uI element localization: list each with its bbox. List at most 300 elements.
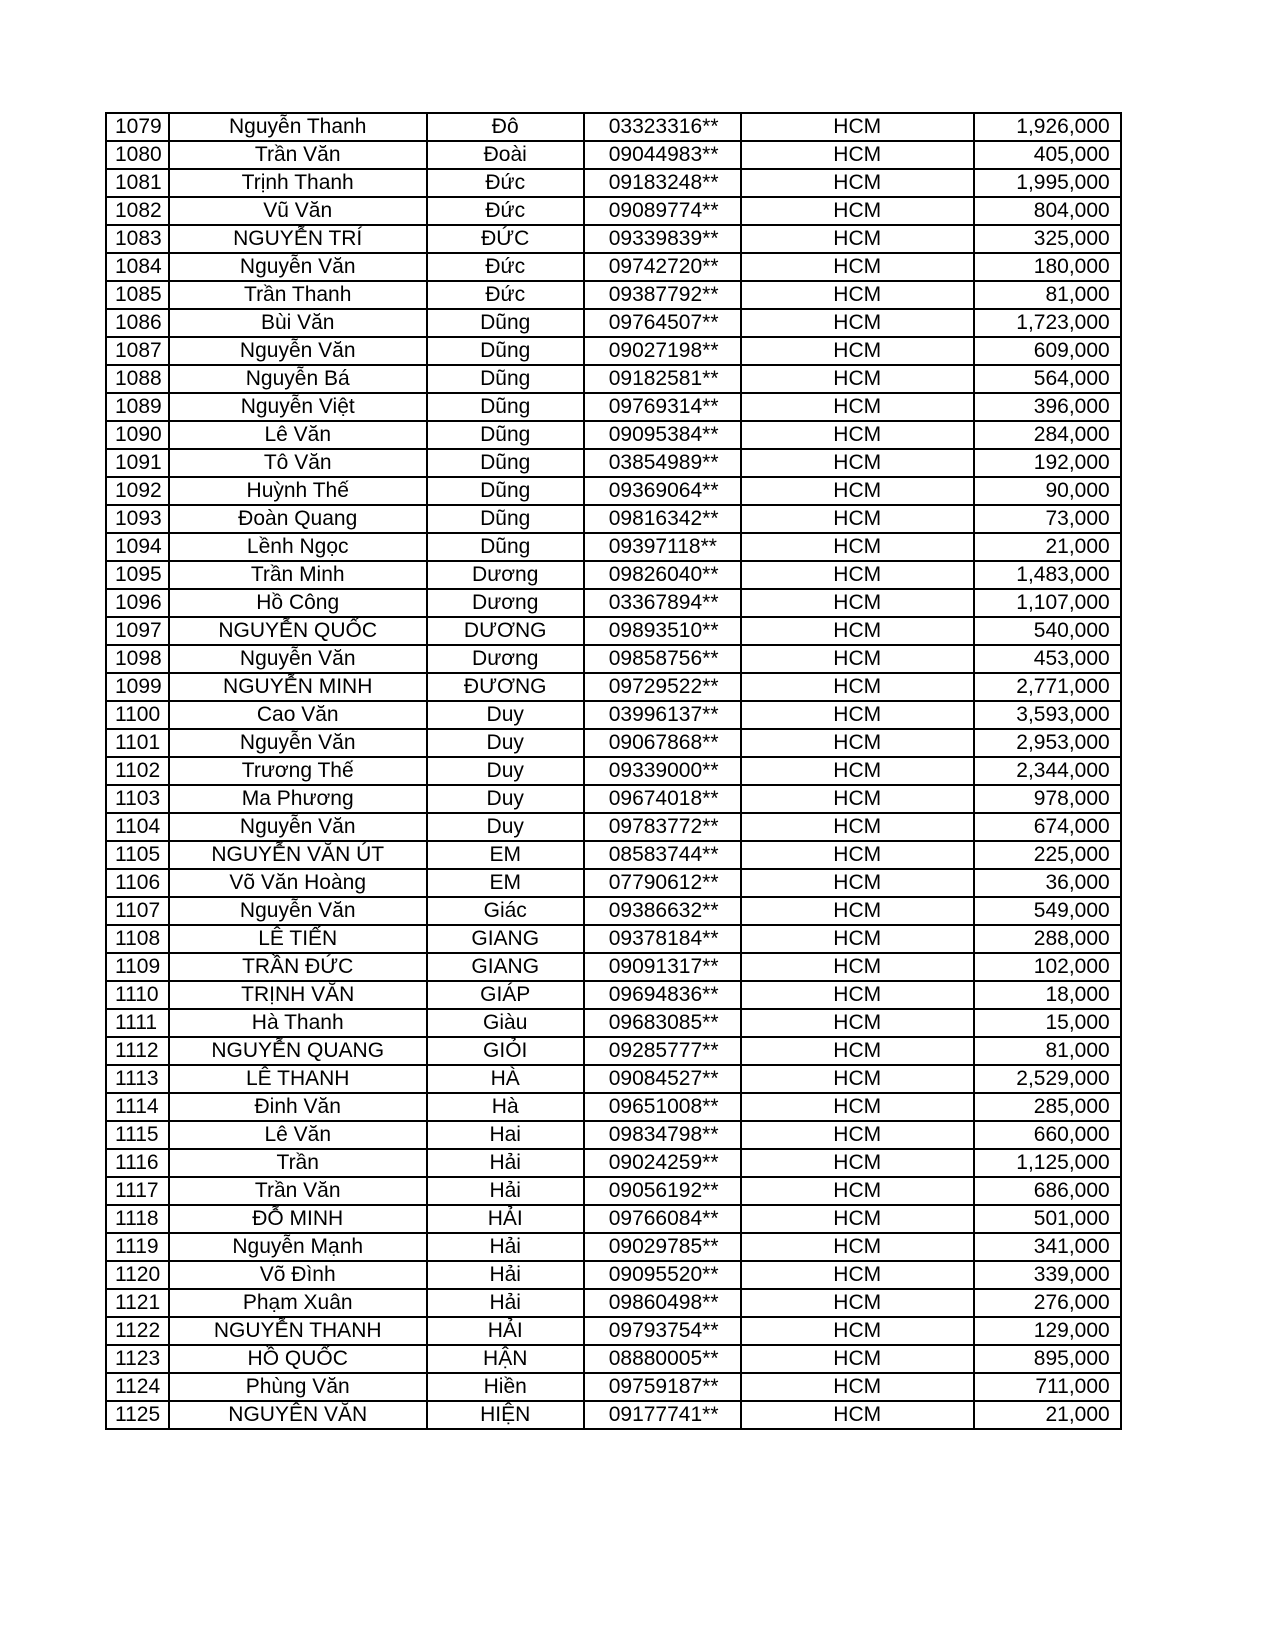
cell-amount: 2,529,000 (974, 1065, 1121, 1093)
cell-index: 1113 (106, 1065, 169, 1093)
cell-phone: 09759187** (584, 1373, 741, 1401)
cell-amount: 660,000 (974, 1121, 1121, 1149)
cell-phone: 09067868** (584, 729, 741, 757)
cell-city: HCM (741, 1205, 974, 1233)
table-row (106, 1121, 1121, 1149)
table-row (106, 1065, 1121, 1093)
cell-city: HCM (741, 477, 974, 505)
cell-phone: 03323316** (584, 113, 741, 141)
table-row (106, 729, 1121, 757)
cell-index: 1121 (106, 1289, 169, 1317)
cell-city: HCM (741, 869, 974, 897)
cell-amount: 192,000 (974, 449, 1121, 477)
table-row (106, 869, 1121, 897)
cell-phone: 03854989** (584, 449, 741, 477)
table-row (106, 309, 1121, 337)
cell-given-name: Dũng (427, 309, 584, 337)
cell-amount: 288,000 (974, 925, 1121, 953)
cell-index: 1110 (106, 981, 169, 1009)
cell-given-name: Hải (427, 1149, 584, 1177)
table-row (106, 141, 1121, 169)
cell-amount: 180,000 (974, 253, 1121, 281)
cell-city: HCM (741, 729, 974, 757)
table-row (106, 1205, 1121, 1233)
cell-index: 1106 (106, 869, 169, 897)
cell-surname: Nguyễn Thanh (169, 113, 427, 141)
cell-phone: 09387792** (584, 281, 741, 309)
table-row (106, 281, 1121, 309)
cell-city: HCM (741, 1233, 974, 1261)
cell-phone: 09826040** (584, 561, 741, 589)
cell-given-name: Duy (427, 813, 584, 841)
cell-amount: 129,000 (974, 1317, 1121, 1345)
cell-phone: 09729522** (584, 673, 741, 701)
cell-city: HCM (741, 1065, 974, 1093)
cell-phone: 09683085** (584, 1009, 741, 1037)
cell-surname: Lê Văn (169, 421, 427, 449)
cell-given-name: GIANG (427, 953, 584, 981)
cell-given-name: Duy (427, 785, 584, 813)
cell-amount: 284,000 (974, 421, 1121, 449)
table-row (106, 477, 1121, 505)
cell-given-name: Duy (427, 701, 584, 729)
table-row (106, 561, 1121, 589)
cell-city: HCM (741, 617, 974, 645)
table-row (106, 1149, 1121, 1177)
cell-phone: 09095520** (584, 1261, 741, 1289)
cell-phone: 03996137** (584, 701, 741, 729)
cell-city: HCM (741, 281, 974, 309)
cell-given-name: HẬN (427, 1345, 584, 1373)
cell-given-name: Dũng (427, 505, 584, 533)
cell-city: HCM (741, 1121, 974, 1149)
cell-surname: Phùng Văn (169, 1373, 427, 1401)
cell-amount: 36,000 (974, 869, 1121, 897)
cell-given-name: EM (427, 869, 584, 897)
cell-city: HCM (741, 841, 974, 869)
cell-given-name: Hải (427, 1177, 584, 1205)
cell-surname: Vũ Văn (169, 197, 427, 225)
cell-amount: 804,000 (974, 197, 1121, 225)
cell-surname: ĐỖ MINH (169, 1205, 427, 1233)
cell-surname: NGUYỄN MINH (169, 673, 427, 701)
table-row (106, 1233, 1121, 1261)
cell-phone: 09816342** (584, 505, 741, 533)
cell-amount: 1,107,000 (974, 589, 1121, 617)
cell-surname: Cao Văn (169, 701, 427, 729)
cell-amount: 21,000 (974, 1401, 1121, 1429)
cell-given-name: Hai (427, 1121, 584, 1149)
cell-amount: 540,000 (974, 617, 1121, 645)
table-row (106, 1289, 1121, 1317)
cell-city: HCM (741, 701, 974, 729)
cell-given-name: DƯƠNG (427, 617, 584, 645)
cell-given-name: Hà (427, 1093, 584, 1121)
cell-phone: 09651008** (584, 1093, 741, 1121)
cell-index: 1091 (106, 449, 169, 477)
cell-surname: Nguyễn Văn (169, 813, 427, 841)
table-row (106, 337, 1121, 365)
cell-phone: 09766084** (584, 1205, 741, 1233)
cell-given-name: Hải (427, 1289, 584, 1317)
cell-phone: 09694836** (584, 981, 741, 1009)
cell-index: 1101 (106, 729, 169, 757)
cell-given-name: Duy (427, 757, 584, 785)
cell-city: HCM (741, 393, 974, 421)
table-row (106, 953, 1121, 981)
cell-city: HCM (741, 1009, 974, 1037)
cell-index: 1082 (106, 197, 169, 225)
cell-city: HCM (741, 1345, 974, 1373)
cell-surname: LÊ THANH (169, 1065, 427, 1093)
cell-given-name: Dương (427, 589, 584, 617)
cell-index: 1117 (106, 1177, 169, 1205)
cell-surname: TRẦN ĐỨC (169, 953, 427, 981)
cell-index: 1092 (106, 477, 169, 505)
table-row (106, 169, 1121, 197)
cell-amount: 341,000 (974, 1233, 1121, 1261)
table-row (106, 421, 1121, 449)
cell-phone: 09769314** (584, 393, 741, 421)
cell-given-name: Đức (427, 169, 584, 197)
cell-surname: Trịnh Thanh (169, 169, 427, 197)
cell-amount: 2,953,000 (974, 729, 1121, 757)
cell-amount: 325,000 (974, 225, 1121, 253)
table-row (106, 617, 1121, 645)
cell-given-name: Dũng (427, 365, 584, 393)
cell-phone: 09378184** (584, 925, 741, 953)
cell-given-name: HẢI (427, 1317, 584, 1345)
cell-given-name: Dũng (427, 533, 584, 561)
cell-city: HCM (741, 1289, 974, 1317)
cell-index: 1118 (106, 1205, 169, 1233)
cell-index: 1112 (106, 1037, 169, 1065)
cell-phone: 09024259** (584, 1149, 741, 1177)
cell-index: 1096 (106, 589, 169, 617)
table-row (106, 1261, 1121, 1289)
cell-index: 1089 (106, 393, 169, 421)
cell-index: 1090 (106, 421, 169, 449)
cell-index: 1083 (106, 225, 169, 253)
cell-index: 1102 (106, 757, 169, 785)
cell-city: HCM (741, 421, 974, 449)
cell-amount: 21,000 (974, 533, 1121, 561)
cell-given-name: Giàu (427, 1009, 584, 1037)
cell-city: HCM (741, 1037, 974, 1065)
cell-given-name: GIÁP (427, 981, 584, 1009)
table-row (106, 225, 1121, 253)
cell-surname: LÊ TIẾN (169, 925, 427, 953)
cell-amount: 609,000 (974, 337, 1121, 365)
cell-given-name: Đức (427, 197, 584, 225)
cell-city: HCM (741, 561, 974, 589)
cell-surname: Nguyễn Văn (169, 897, 427, 925)
cell-amount: 3,593,000 (974, 701, 1121, 729)
cell-surname: Nguyễn Văn (169, 645, 427, 673)
cell-surname: Trương Thế (169, 757, 427, 785)
cell-amount: 102,000 (974, 953, 1121, 981)
cell-phone: 09029785** (584, 1233, 741, 1261)
cell-index: 1104 (106, 813, 169, 841)
cell-index: 1111 (106, 1009, 169, 1037)
cell-phone: 09089774** (584, 197, 741, 225)
cell-phone: 09177741** (584, 1401, 741, 1429)
cell-phone: 03367894** (584, 589, 741, 617)
cell-amount: 285,000 (974, 1093, 1121, 1121)
cell-surname: Trần Văn (169, 141, 427, 169)
cell-surname: NGUYỄN TRÍ (169, 225, 427, 253)
cell-city: HCM (741, 253, 974, 281)
cell-phone: 09091317** (584, 953, 741, 981)
cell-index: 1088 (106, 365, 169, 393)
cell-phone: 09783772** (584, 813, 741, 841)
cell-index: 1087 (106, 337, 169, 365)
cell-amount: 73,000 (974, 505, 1121, 533)
cell-phone: 09834798** (584, 1121, 741, 1149)
cell-given-name: Đức (427, 253, 584, 281)
cell-amount: 2,771,000 (974, 673, 1121, 701)
table-row (106, 841, 1121, 869)
cell-surname: Nguyễn Bá (169, 365, 427, 393)
cell-city: HCM (741, 141, 974, 169)
cell-index: 1084 (106, 253, 169, 281)
cell-surname: Nguyễn Văn (169, 253, 427, 281)
cell-amount: 501,000 (974, 1205, 1121, 1233)
table-row (106, 701, 1121, 729)
table-row (106, 1177, 1121, 1205)
cell-phone: 09027198** (584, 337, 741, 365)
cell-amount: 674,000 (974, 813, 1121, 841)
cell-index: 1085 (106, 281, 169, 309)
cell-city: HCM (741, 757, 974, 785)
cell-given-name: Đô (427, 113, 584, 141)
cell-city: HCM (741, 953, 974, 981)
cell-surname: Tô Văn (169, 449, 427, 477)
cell-index: 1093 (106, 505, 169, 533)
cell-amount: 225,000 (974, 841, 1121, 869)
cell-amount: 453,000 (974, 645, 1121, 673)
cell-phone: 09182581** (584, 365, 741, 393)
table-row (106, 253, 1121, 281)
cell-phone: 09860498** (584, 1289, 741, 1317)
cell-index: 1080 (106, 141, 169, 169)
table-row (106, 757, 1121, 785)
cell-surname: NGUYỄN VĂN ÚT (169, 841, 427, 869)
cell-phone: 09793754** (584, 1317, 741, 1345)
cell-city: HCM (741, 981, 974, 1009)
table-row (106, 505, 1121, 533)
cell-amount: 711,000 (974, 1373, 1121, 1401)
cell-given-name: Dũng (427, 393, 584, 421)
cell-surname: Võ Đình (169, 1261, 427, 1289)
cell-surname: Trần Thanh (169, 281, 427, 309)
cell-surname: Huỳnh Thế (169, 477, 427, 505)
cell-given-name: Dương (427, 561, 584, 589)
cell-index: 1095 (106, 561, 169, 589)
cell-amount: 978,000 (974, 785, 1121, 813)
table-row (106, 589, 1121, 617)
table-row (106, 897, 1121, 925)
cell-index: 1115 (106, 1121, 169, 1149)
cell-surname: NGUYỄN QUỐC (169, 617, 427, 645)
cell-phone: 09285777** (584, 1037, 741, 1065)
cell-amount: 1,995,000 (974, 169, 1121, 197)
donor-table (105, 112, 1122, 1430)
cell-index: 1114 (106, 1093, 169, 1121)
cell-city: HCM (741, 1093, 974, 1121)
cell-given-name: Dũng (427, 337, 584, 365)
cell-amount: 405,000 (974, 141, 1121, 169)
cell-city: HCM (741, 673, 974, 701)
table-row (106, 925, 1121, 953)
table-row (106, 1345, 1121, 1373)
cell-given-name: HÀ (427, 1065, 584, 1093)
cell-index: 1119 (106, 1233, 169, 1261)
cell-index: 1124 (106, 1373, 169, 1401)
cell-city: HCM (741, 813, 974, 841)
cell-amount: 564,000 (974, 365, 1121, 393)
cell-amount: 1,926,000 (974, 113, 1121, 141)
cell-phone: 08583744** (584, 841, 741, 869)
cell-surname: Đinh Văn (169, 1093, 427, 1121)
cell-given-name: HIỆN (427, 1401, 584, 1429)
cell-index: 1122 (106, 1317, 169, 1345)
table-row (106, 645, 1121, 673)
cell-surname: Nguyễn Văn (169, 729, 427, 757)
cell-amount: 15,000 (974, 1009, 1121, 1037)
cell-surname: Trần Văn (169, 1177, 427, 1205)
cell-given-name: Dũng (427, 421, 584, 449)
cell-city: HCM (741, 1177, 974, 1205)
cell-given-name: Dũng (427, 449, 584, 477)
cell-surname: Hà Thanh (169, 1009, 427, 1037)
cell-given-name: Hải (427, 1261, 584, 1289)
table-body (106, 113, 1121, 1429)
cell-amount: 549,000 (974, 897, 1121, 925)
cell-index: 1125 (106, 1401, 169, 1429)
table-row (106, 813, 1121, 841)
table-row (106, 449, 1121, 477)
cell-amount: 90,000 (974, 477, 1121, 505)
cell-amount: 1,483,000 (974, 561, 1121, 589)
cell-index: 1094 (106, 533, 169, 561)
cell-amount: 339,000 (974, 1261, 1121, 1289)
table-row (106, 197, 1121, 225)
cell-surname: Trần (169, 1149, 427, 1177)
cell-city: HCM (741, 197, 974, 225)
cell-amount: 686,000 (974, 1177, 1121, 1205)
cell-given-name: GIỎI (427, 1037, 584, 1065)
table-row (106, 1093, 1121, 1121)
cell-phone: 09369064** (584, 477, 741, 505)
cell-surname: Phạm Xuân (169, 1289, 427, 1317)
cell-city: HCM (741, 505, 974, 533)
cell-phone: 09095384** (584, 421, 741, 449)
cell-index: 1099 (106, 673, 169, 701)
cell-index: 1086 (106, 309, 169, 337)
cell-phone: 09764507** (584, 309, 741, 337)
cell-city: HCM (741, 645, 974, 673)
cell-index: 1123 (106, 1345, 169, 1373)
cell-city: HCM (741, 449, 974, 477)
cell-city: HCM (741, 897, 974, 925)
cell-index: 1107 (106, 897, 169, 925)
cell-surname: TRỊNH VĂN (169, 981, 427, 1009)
cell-city: HCM (741, 113, 974, 141)
cell-city: HCM (741, 785, 974, 813)
cell-city: HCM (741, 1149, 974, 1177)
cell-phone: 09386632** (584, 897, 741, 925)
cell-city: HCM (741, 1401, 974, 1429)
cell-given-name: Đức (427, 281, 584, 309)
table-row (106, 393, 1121, 421)
cell-given-name: ĐỨC (427, 225, 584, 253)
cell-given-name: Giác (427, 897, 584, 925)
cell-amount: 81,000 (974, 281, 1121, 309)
cell-amount: 276,000 (974, 1289, 1121, 1317)
cell-amount: 1,125,000 (974, 1149, 1121, 1177)
cell-surname: HỒ QUỐC (169, 1345, 427, 1373)
cell-city: HCM (741, 589, 974, 617)
cell-surname: NGUYÊN VĂN (169, 1401, 427, 1429)
cell-city: HCM (741, 533, 974, 561)
cell-phone: 09044983** (584, 141, 741, 169)
cell-city: HCM (741, 1261, 974, 1289)
cell-phone: 09339839** (584, 225, 741, 253)
table-row (106, 1009, 1121, 1037)
cell-index: 1103 (106, 785, 169, 813)
cell-index: 1105 (106, 841, 169, 869)
cell-surname: Hồ Công (169, 589, 427, 617)
cell-index: 1100 (106, 701, 169, 729)
cell-given-name: EM (427, 841, 584, 869)
cell-amount: 18,000 (974, 981, 1121, 1009)
table-row (106, 1037, 1121, 1065)
cell-city: HCM (741, 169, 974, 197)
cell-index: 1098 (106, 645, 169, 673)
cell-phone: 09893510** (584, 617, 741, 645)
cell-city: HCM (741, 309, 974, 337)
cell-city: HCM (741, 337, 974, 365)
cell-phone: 09742720** (584, 253, 741, 281)
cell-given-name: Dương (427, 645, 584, 673)
table-row (106, 1401, 1121, 1429)
cell-amount: 1,723,000 (974, 309, 1121, 337)
cell-given-name: Hiền (427, 1373, 584, 1401)
cell-index: 1108 (106, 925, 169, 953)
cell-city: HCM (741, 925, 974, 953)
cell-phone: 08880005** (584, 1345, 741, 1373)
cell-surname: Ma Phương (169, 785, 427, 813)
table-row (106, 785, 1121, 813)
cell-index: 1079 (106, 113, 169, 141)
table-row (106, 365, 1121, 393)
cell-phone: 09397118** (584, 533, 741, 561)
table-row (106, 113, 1121, 141)
table-row (106, 533, 1121, 561)
cell-surname: Trần Minh (169, 561, 427, 589)
cell-surname: Võ Văn Hoàng (169, 869, 427, 897)
cell-surname: Nguyễn Mạnh (169, 1233, 427, 1261)
cell-given-name: HẢI (427, 1205, 584, 1233)
cell-city: HCM (741, 225, 974, 253)
cell-surname: NGUYỄN THANH (169, 1317, 427, 1345)
cell-given-name: ĐƯƠNG (427, 673, 584, 701)
cell-surname: Nguyễn Việt (169, 393, 427, 421)
cell-amount: 895,000 (974, 1345, 1121, 1373)
cell-surname: Lê Văn (169, 1121, 427, 1149)
table-row (106, 673, 1121, 701)
